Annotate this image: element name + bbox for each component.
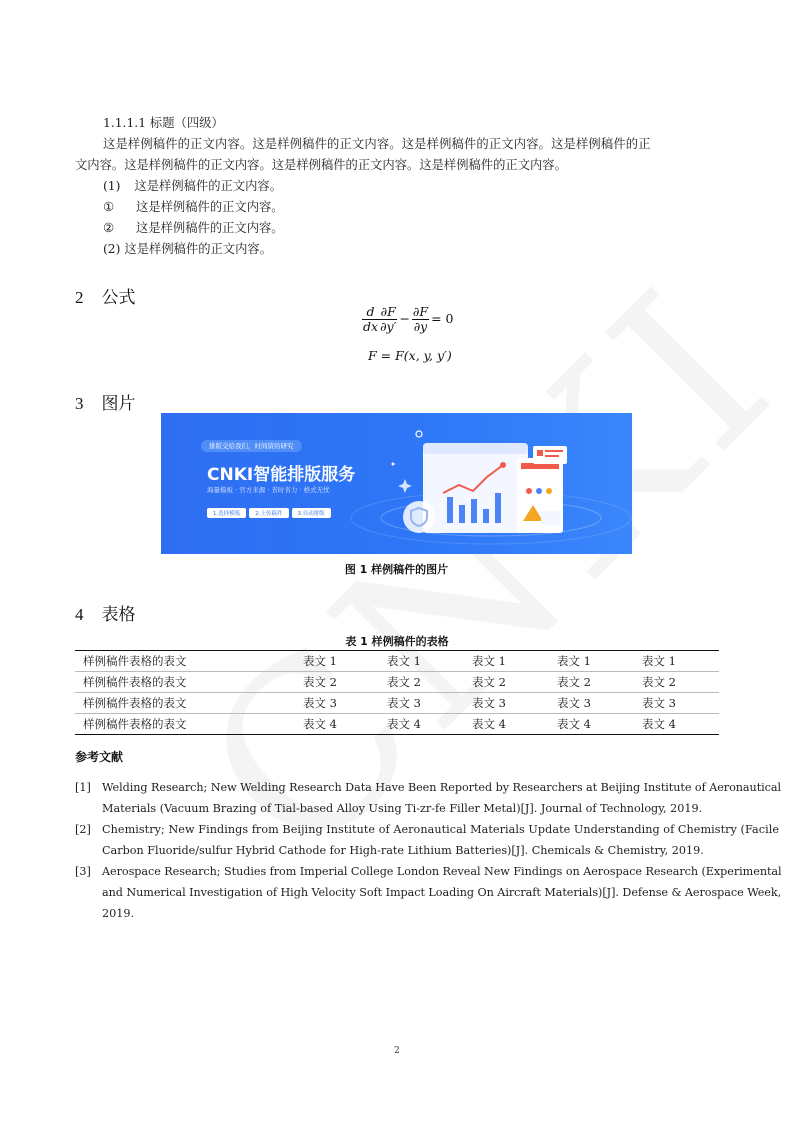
table-cell: 表文 3 (379, 693, 464, 714)
table-cell: 表文 1 (634, 651, 719, 672)
table-cell: 表文 1 (549, 651, 634, 672)
table-cell: 表文 3 (464, 693, 549, 714)
list-text: 这是样例稿件的正文内容。 (136, 200, 284, 214)
banner-step: 1.选择模板 (207, 508, 246, 518)
section-heading-table (75, 600, 136, 625)
table-cell: 表文 1 (379, 651, 464, 672)
section-number: 2 (75, 288, 84, 307)
table-cell: 表文 1 (464, 651, 549, 672)
section-title: 图片 (101, 394, 136, 414)
list-item (103, 176, 282, 197)
section-title: 公式 (101, 288, 136, 308)
banner-steps (207, 508, 331, 518)
banner-step: 2.上传稿件 (249, 508, 288, 518)
references-title: 参考文献 (75, 750, 124, 764)
table-caption: 表 1 样例稿件的表格 (345, 635, 449, 648)
table-cell: 表文 3 (634, 693, 719, 714)
fraction-dF-dyprime: $\frac{\partial F}{\partial y'}$ (380, 304, 397, 334)
list-marker: ② (103, 221, 115, 235)
table-cell: 样例稿件表格的表文 (75, 651, 295, 672)
cnki-banner-image (161, 413, 632, 554)
list-text: 这是样例稿件的正文内容。 (134, 179, 282, 193)
table-cell: 表文 4 (549, 714, 634, 735)
section-heading-figure (75, 389, 136, 414)
reference-entry (102, 777, 782, 819)
banner-subtitle: 海量模板 · 官方来源 · 省时省力 · 格式无忧 (207, 486, 330, 494)
section-title: 表格 (101, 605, 136, 625)
table-row (75, 714, 719, 735)
reference-line: Chemistry; New Findings from Beijing Institute of Aeronautical Materials Update Understanding of Chemistry (Facile (102, 823, 780, 836)
banner-step: 3.自动排版 (292, 508, 331, 518)
reference-number: [3] (75, 865, 91, 878)
minus-sign: − (399, 311, 410, 326)
reference-number: [1] (75, 781, 91, 794)
table-cell: 表文 4 (464, 714, 549, 735)
reference-entry (102, 861, 782, 924)
table-cell: 样例稿件表格的表文 (75, 672, 295, 693)
fraction-d-dx: $\frac{d}{dx}$ (363, 304, 379, 334)
section-heading-formula (75, 283, 136, 308)
list-marker: ① (103, 200, 115, 214)
reference-line: and Numerical Investigation of High Velocity Soft Impact Loading On Aircraft Materials)[J]. Defense & Aerospace Week, (102, 886, 782, 899)
equation-1 (362, 305, 453, 334)
fraction-dF-dy: $\frac{\partial F}{\partial y}$ (412, 304, 429, 334)
sample-table (75, 650, 719, 735)
reference-line: 2019. (102, 907, 135, 920)
list-item (103, 197, 284, 218)
list-text: 这是样例稿件的正文内容。 (136, 221, 284, 235)
table-cell: 表文 3 (295, 693, 379, 714)
table-cell: 样例稿件表格的表文 (75, 714, 295, 735)
banner-title: CNKI智能排版服务 (207, 465, 356, 485)
body-paragraph-line: 这是样例稿件的正文内容。这是样例稿件的正文内容。这是样例稿件的正文内容。这是样例稿件的正 (103, 137, 651, 151)
table-cell: 表文 1 (295, 651, 379, 672)
table-row (75, 672, 719, 693)
table-row (75, 651, 719, 672)
reference-line: Aerospace Research; Studies from Imperial College London Reveal New Findings on Aerospace Research (Experimental (102, 865, 782, 878)
table-cell: 表文 2 (549, 672, 634, 693)
subheading-level4: 1.1.1.1 标题（四级） (103, 116, 224, 130)
figure-caption: 图 1 样例稿件的图片 (344, 563, 449, 576)
list-marker: (2) (103, 242, 121, 256)
list-item (103, 239, 272, 260)
table-cell: 表文 4 (634, 714, 719, 735)
reference-entry (102, 819, 780, 861)
table-cell: 表文 2 (464, 672, 549, 693)
reference-number: [2] (75, 823, 91, 836)
list-item (103, 218, 284, 239)
body-paragraph-line: 文内容。这是样例稿件的正文内容。这是样例稿件的正文内容。这是样例稿件的正文内容。 (75, 158, 567, 172)
list-text: 这是样例稿件的正文内容。 (124, 242, 272, 256)
table-cell: 表文 2 (295, 672, 379, 693)
table-cell: 表文 2 (379, 672, 464, 693)
section-number: 3 (75, 394, 84, 413)
table-cell: 表文 3 (549, 693, 634, 714)
equation-rhs: = 0 (431, 311, 454, 326)
table-row (75, 693, 719, 714)
page-number: 2 (394, 1046, 400, 1056)
reference-line: Carbon Fluoride/sulfur Hybrid Cathode for High-rate Lithium Batteries)[J]. Chemicals & Chemistry, 2019. (102, 844, 704, 857)
table-cell: 样例稿件表格的表文 (75, 693, 295, 714)
table-cell: 表文 4 (295, 714, 379, 735)
list-marker: (1) (103, 179, 121, 193)
banner-tagline-pill: 排版交给我们，时间留给研究 (201, 440, 302, 452)
table-cell: 表文 4 (379, 714, 464, 735)
table-cell: 表文 2 (634, 672, 719, 693)
reference-line: Welding Research; New Welding Research Data Have Been Reported by Researchers at Beijing Institute of Aeronautical (102, 781, 782, 794)
section-number: 4 (75, 605, 84, 624)
equation-2: F = F(x, y, y′) (368, 348, 452, 363)
reference-line: Materials (Vacuum Brazing of Tial-based Alloy Using Ti-zr-fe Filler Metal)[J]. Journal of Technology, 2019. (102, 802, 703, 815)
